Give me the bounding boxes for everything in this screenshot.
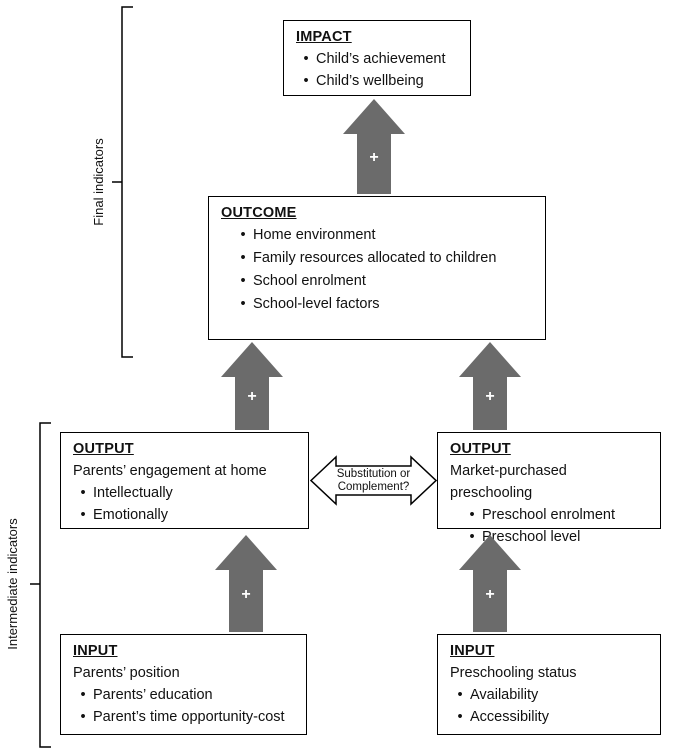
bullet-icon: • [80,709,86,725]
impact-box [283,20,471,96]
output-right-subtitle: Market-purchased preschooling [450,463,567,501]
input-right-title: INPUT [450,643,495,659]
output-left-subtitle: Parents’ engagement at home [73,463,267,479]
output-left-box [60,432,309,529]
input-left-box [60,634,307,735]
list-item [296,70,462,92]
list-item [73,504,300,526]
plus-label: + [241,586,251,604]
plus-label: + [485,586,495,604]
bullet-icon: • [240,273,246,289]
list-item [233,293,537,316]
list-item [450,706,652,728]
list-item [233,270,537,293]
bullet-icon: • [457,709,463,725]
list-item [73,684,298,706]
arrow-input-left-to-output [215,535,277,632]
list-item [296,48,462,70]
substitution-line1: Substitution or [336,467,411,480]
plus-label: + [369,148,379,166]
substitution-arrow [310,452,437,509]
output-left-title: OUTPUT [73,441,134,457]
outcome-title: OUTCOME [221,205,297,221]
bullet-icon: • [303,73,309,89]
input-left-bullet-1: Parents’ education [93,687,213,703]
output-left-bullet-1: Intellectually [93,485,173,501]
substitution-line2: Complement? [337,480,410,493]
input-left-bullet-2: Parent’s time opportunity-cost [93,709,285,725]
output-right-title: OUTPUT [450,441,511,457]
final-indicators-label: Final indicators [91,138,106,226]
output-right-box [437,432,661,545]
bullet-icon: • [240,296,246,312]
arrow-output-left-to-outcome [221,342,283,430]
input-left-subtitle: Parents’ position [73,665,180,681]
bullet-icon: • [457,687,463,703]
bullet-icon: • [240,227,246,243]
substitution-label [310,452,437,509]
output-right-bullet-1: Preschool enrolment [482,507,615,523]
intermediate-indicators-label: Intermediate indicators [5,518,20,650]
list-item [73,706,298,728]
input-left-title: INPUT [73,643,118,659]
output-left-bullet-2: Emotionally [93,507,168,523]
bullet-icon: • [240,250,246,266]
list-item [462,504,652,526]
bullet-icon: • [469,529,475,545]
input-right-bullet-1: Availability [470,687,539,703]
final-indicators-bracket [108,6,134,358]
bullet-icon: • [80,507,86,523]
outcome-bullet-3: School enrolment [253,273,366,289]
up-arrow-icon [221,342,283,430]
plus-label: + [485,387,495,405]
up-arrow-icon [459,342,521,430]
outcome-bullet-1: Home environment [253,227,376,243]
arrow-input-right-to-output [459,535,521,632]
input-right-box [437,634,661,735]
impact-title: IMPACT [296,29,352,45]
input-right-bullet-2: Accessibility [470,709,549,725]
output-right-bullet-2: Preschool level [482,529,581,545]
outcome-bullet-4: School-level factors [253,296,380,312]
plus-label: + [247,387,257,405]
input-right-subtitle: Preschooling status [450,665,577,681]
bullet-icon: • [80,687,86,703]
list-item [450,684,652,706]
up-arrow-icon [459,535,521,632]
up-arrow-icon [215,535,277,632]
impact-bullet-1: Child’s achievement [316,51,446,67]
list-item [73,482,300,504]
list-item [233,247,537,270]
outcome-bullet-2: Family resources allocated to children [253,250,497,266]
up-arrow-icon [343,99,405,194]
intermediate-indicators-bracket [26,422,52,748]
bullet-icon: • [469,507,475,523]
arrow-outcome-to-impact [343,99,405,194]
impact-bullet-2: Child’s wellbeing [316,73,424,89]
arrow-output-right-to-outcome [459,342,521,430]
outcome-box [208,196,546,340]
bullet-icon: • [80,485,86,501]
list-item [233,224,537,247]
bullet-icon: • [303,51,309,67]
